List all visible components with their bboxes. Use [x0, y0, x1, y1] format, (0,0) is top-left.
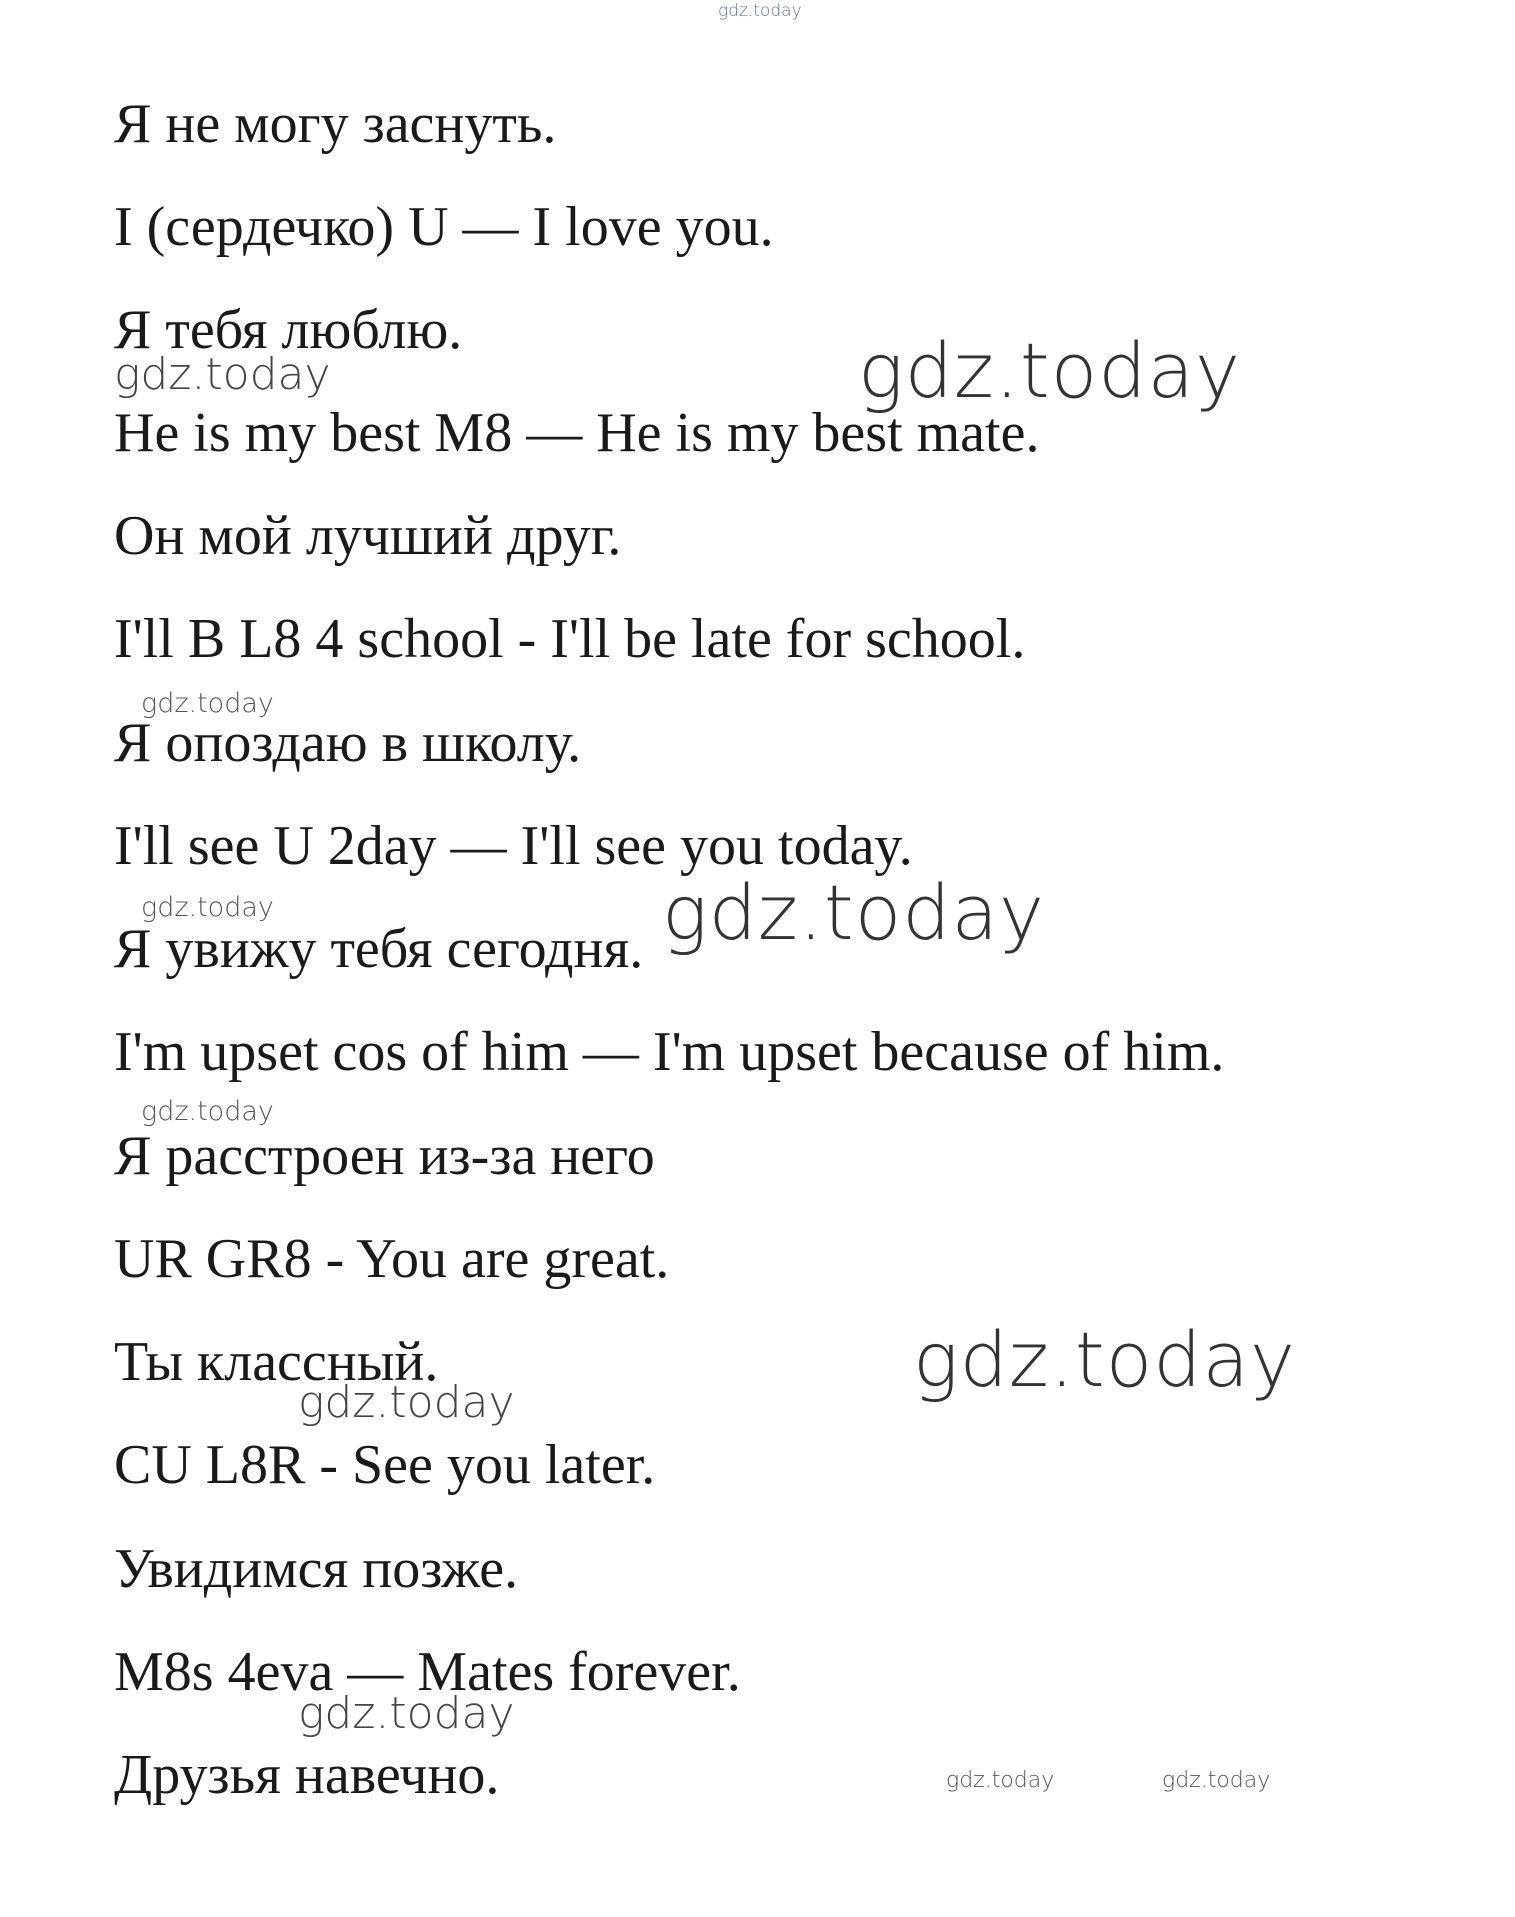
text-line: I (сердечко) U — I love you. — [114, 196, 774, 258]
text-line: UR GR8 - You are great. — [114, 1228, 670, 1290]
text-line: Я увижу тебя сегодня. — [114, 918, 644, 980]
text-line: Он мой лучший друг. — [114, 505, 622, 567]
watermark-top: gdz.today — [718, 1, 802, 21]
watermark: gdz.today — [298, 1688, 515, 1739]
watermark: gdz.today — [946, 1768, 1055, 1793]
watermark: gdz.today — [858, 326, 1241, 415]
text-line: Друзья навечно. — [114, 1744, 500, 1806]
text-line: Ты классный. — [114, 1331, 439, 1393]
watermark: gdz.today — [114, 349, 331, 400]
text-line: Я тебя люблю. — [114, 299, 463, 361]
text-line: I'll B L8 4 school - I'll be late for school. — [114, 608, 1026, 670]
text-line: He is my best M8 — He is my best mate. — [114, 402, 1040, 464]
text-line: I'm upset cos of him — I'm upset because of him. — [114, 1021, 1225, 1083]
text-line: M8s 4eva — Mates forever. — [114, 1641, 741, 1703]
watermark: gdz.today — [141, 1096, 274, 1127]
watermark: gdz.today — [298, 1377, 515, 1428]
watermark: gdz.today — [1162, 1768, 1271, 1793]
text-line: Я опоздаю в школу. — [114, 712, 582, 774]
watermark: gdz.today — [913, 1315, 1296, 1404]
text-line: Я расстроен из-за него — [114, 1125, 655, 1187]
watermark: gdz.today — [141, 892, 274, 923]
text-line: CU L8R - See you later. — [114, 1434, 656, 1496]
text-line: Я не могу заснуть. — [114, 93, 557, 155]
watermark: gdz.today — [141, 688, 274, 719]
watermark: gdz.today — [662, 868, 1045, 957]
text-line: I'll see U 2day — I'll see you today. — [114, 815, 913, 877]
text-line: Увидимся позже. — [114, 1538, 519, 1600]
